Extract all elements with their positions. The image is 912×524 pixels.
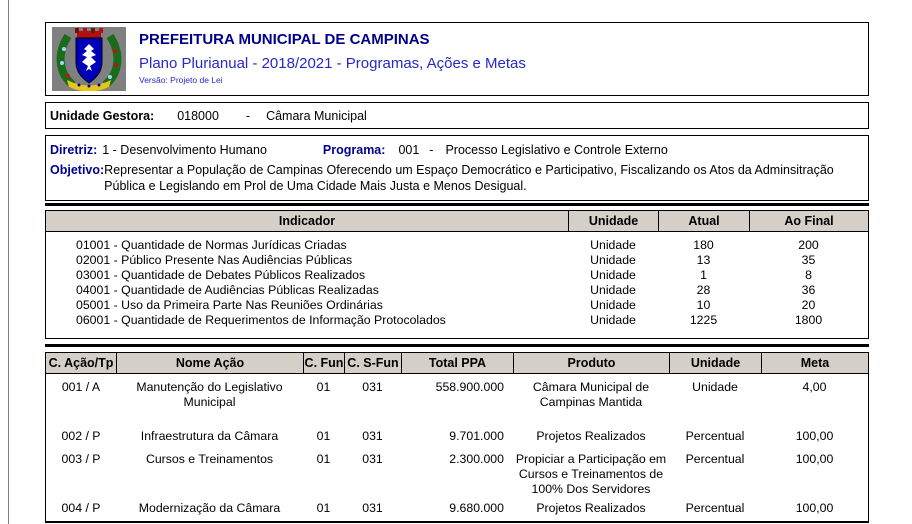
meta-cell: 100,00 bbox=[795, 429, 834, 443]
ao-final-cell: 36 bbox=[801, 283, 816, 297]
col-header-unidade: Unidade bbox=[669, 353, 761, 373]
diretriz-value: 1 - Desenvolvimento Humano bbox=[102, 143, 267, 157]
produto-cell: Propiciar a Participação em Cursos e Treinamentos de 100% Dos Servidores bbox=[515, 452, 667, 496]
meta-cell: 100,00 bbox=[795, 452, 834, 466]
indicador-cell: 06001 - Quantidade de Requerimentos de Informação Protocolados bbox=[76, 313, 446, 327]
table-row bbox=[46, 253, 868, 268]
meta-cell: 100,00 bbox=[795, 501, 834, 515]
report-header bbox=[45, 22, 869, 96]
programa-name: Processo Legislativo e Controle Externo bbox=[445, 143, 668, 157]
total-ppa-cell: 558.900.000 bbox=[435, 380, 504, 394]
col-header-indicador: Indicador bbox=[278, 214, 336, 228]
col-header-ao-final: Ao Final bbox=[749, 211, 868, 231]
programa-code: 001 bbox=[398, 143, 420, 157]
c-sfun-cell: 031 bbox=[362, 380, 383, 394]
col-header-meta: Meta bbox=[761, 353, 868, 373]
unidade-gestora-name: Câmara Municipal bbox=[266, 108, 367, 123]
unidade-gestora-dash: - bbox=[245, 108, 251, 123]
c-sfun-cell: 031 bbox=[362, 429, 383, 443]
section-divider bbox=[45, 203, 869, 206]
produto-cell: Projetos Realizados bbox=[536, 501, 646, 515]
col-header-total-ppa: Total PPA bbox=[401, 353, 513, 373]
indicadores-table-header bbox=[45, 210, 869, 232]
programa-label: Programa: bbox=[322, 143, 386, 157]
acoes-table-header bbox=[45, 352, 869, 374]
atual-cell: 1225 bbox=[689, 313, 718, 327]
col-header-nome-acao: Nome Ação bbox=[116, 353, 303, 373]
meta-cell: 4,00 bbox=[802, 380, 827, 394]
atual-cell: 10 bbox=[696, 298, 711, 312]
section-divider bbox=[45, 344, 869, 347]
atual-cell: 28 bbox=[696, 283, 711, 297]
c-acao-cell: 003 / P bbox=[61, 452, 101, 466]
table-row bbox=[46, 452, 868, 497]
c-sfun-cell: 031 bbox=[362, 452, 383, 466]
table-row bbox=[46, 268, 868, 283]
unidade-gestora-bar bbox=[45, 102, 869, 129]
table-row bbox=[46, 238, 868, 253]
unidade-cell: Unidade bbox=[590, 253, 636, 267]
c-fun-cell: 01 bbox=[316, 429, 331, 443]
table-row bbox=[46, 429, 868, 444]
c-acao-cell: 004 / P bbox=[61, 501, 101, 515]
ao-final-cell: 1800 bbox=[794, 313, 823, 327]
table-row bbox=[46, 283, 868, 298]
diretriz-programa-line bbox=[50, 143, 864, 157]
objetivo-label: Objetivo: bbox=[50, 163, 105, 177]
nome-acao-cell: Infraestrutura da Câmara bbox=[140, 429, 279, 443]
ao-final-cell: 200 bbox=[798, 238, 819, 252]
nome-acao-cell: Cursos e Treinamentos bbox=[145, 452, 274, 466]
table-row bbox=[46, 380, 868, 410]
ao-final-cell: 20 bbox=[801, 298, 816, 312]
indicador-cell: 03001 - Quantidade de Debates Públicos Realizados bbox=[76, 268, 366, 282]
acoes-table-body bbox=[45, 374, 869, 523]
col-header-c-fun: C. Fun bbox=[303, 353, 344, 373]
col-header-produto: Produto bbox=[513, 353, 669, 373]
unidade-cell: Unidade bbox=[590, 268, 636, 282]
report-version: Versão: Projeto de Lei bbox=[139, 75, 223, 85]
nome-acao-cell: Manutenção do Legislativo Municipal bbox=[136, 380, 283, 409]
nome-acao-cell: Modernização da Câmara bbox=[138, 501, 281, 515]
unidade-gestora-label: Unidade Gestora: bbox=[50, 108, 155, 123]
indicador-cell: 01001 - Quantidade de Normas Jurídicas Criadas bbox=[76, 238, 347, 252]
unidade-cell: Unidade bbox=[590, 313, 636, 327]
col-header-atual: Atual bbox=[658, 211, 749, 231]
unidade-cell: Percentual bbox=[685, 429, 745, 443]
total-ppa-cell: 9.680.000 bbox=[449, 501, 504, 515]
atual-cell: 180 bbox=[693, 238, 714, 252]
c-fun-cell: 01 bbox=[316, 380, 331, 394]
diretriz-label: Diretriz: bbox=[50, 143, 98, 157]
indicador-cell: 04001 - Quantidade de Audiências Públicas Realizadas bbox=[76, 283, 379, 297]
atual-cell: 1 bbox=[700, 268, 707, 282]
indicador-cell: 02001 - Público Presente Nas Audiências Públicas bbox=[76, 253, 353, 267]
c-acao-cell: 001 / A bbox=[61, 380, 101, 394]
produto-cell: Projetos Realizados bbox=[536, 429, 646, 443]
col-header-unidade: Unidade bbox=[568, 211, 658, 231]
c-fun-cell: 01 bbox=[316, 452, 331, 466]
unidade-cell: Unidade bbox=[590, 238, 636, 252]
indicador-cell: 05001 - Uso da Primeira Parte Nas Reuniões Ordinárias bbox=[76, 298, 383, 312]
c-acao-cell: 002 / P bbox=[61, 429, 101, 443]
unidade-cell: Unidade bbox=[590, 283, 636, 297]
report-subtitle: Plano Plurianual - 2018/2021 - Programas, Ações e Metas bbox=[139, 55, 526, 72]
programa-info-box bbox=[45, 135, 869, 201]
produto-cell: Câmara Municipal de Campinas Mantida bbox=[532, 380, 650, 409]
total-ppa-cell: 2.300.000 bbox=[449, 452, 504, 466]
objetivo-text: Representar a População de Campinas Oferecendo um Espaço Democrático e Participativo, Fiscalizando os Atos da Adminsitração Pública e Legislando em Prol de Uma Cidade Mais Justa e Menos Desigual. bbox=[104, 163, 834, 193]
campinas-coat-of-arms-icon bbox=[52, 27, 126, 91]
header-text-block bbox=[139, 23, 526, 95]
c-sfun-cell: 031 bbox=[362, 501, 383, 515]
indicadores-table-body bbox=[45, 232, 869, 339]
c-fun-cell: 01 bbox=[316, 501, 331, 515]
table-row bbox=[46, 313, 868, 328]
unidade-cell: Percentual bbox=[685, 452, 745, 466]
unidade-cell: Percentual bbox=[685, 501, 745, 515]
table-row bbox=[46, 501, 868, 516]
atual-cell: 13 bbox=[696, 253, 711, 267]
col-header-c-sfun: C. S-Fun bbox=[344, 353, 401, 373]
ao-final-cell: 35 bbox=[801, 253, 816, 267]
table-row bbox=[46, 298, 868, 313]
total-ppa-cell: 9.701.000 bbox=[449, 429, 504, 443]
unidade-cell: Unidade bbox=[692, 380, 738, 394]
programa-dash: - bbox=[429, 143, 434, 157]
page-left-rule bbox=[8, 0, 9, 524]
unidade-gestora-code: 018000 bbox=[177, 108, 219, 123]
unidade-cell: Unidade bbox=[590, 298, 636, 312]
objetivo-line bbox=[50, 163, 864, 194]
col-header-c-acao: C. Ação/Tp bbox=[48, 356, 114, 370]
ao-final-cell: 8 bbox=[805, 268, 812, 282]
report-title: PREFEITURA MUNICIPAL DE CAMPINAS bbox=[139, 31, 430, 48]
